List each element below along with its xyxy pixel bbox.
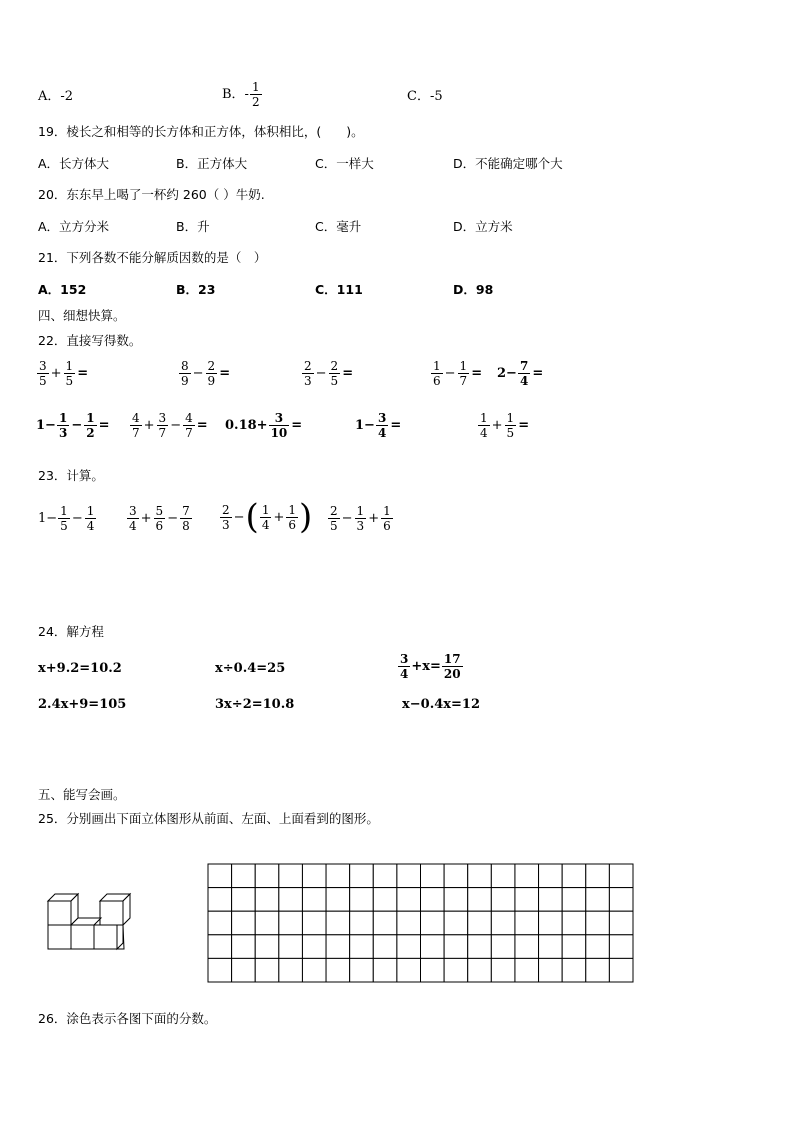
section-4-heading: 四、细想快算。	[38, 308, 126, 323]
fraction: $\frac{7}{4}$	[519, 359, 529, 388]
q19-option-a: A．长方体大	[38, 156, 110, 171]
grid-cell[interactable]	[491, 935, 515, 959]
grid-cell[interactable]	[208, 911, 232, 935]
grid-cell[interactable]	[491, 888, 515, 912]
fraction: $\frac{1}{5}$	[65, 359, 74, 388]
grid-cell[interactable]	[208, 935, 232, 959]
grid-cell[interactable]	[444, 935, 468, 959]
grid-cell[interactable]	[491, 864, 515, 888]
fraction: $\frac{1}{4}$	[261, 502, 270, 532]
q21-option-c: C．111	[315, 282, 363, 297]
grid-cell[interactable]	[609, 911, 633, 935]
q24-equation-1: x+9.2=10.2	[38, 661, 122, 676]
grid-cell[interactable]	[491, 911, 515, 935]
grid-cell[interactable]	[562, 911, 586, 935]
grid-cell[interactable]	[255, 958, 279, 982]
q24-stem: 24．解方程	[38, 624, 104, 639]
grid-cell[interactable]	[326, 911, 350, 935]
grid-cell[interactable]	[468, 958, 492, 982]
grid-cell[interactable]	[562, 888, 586, 912]
q23-expression-1: 1− $\frac{1}{5}$ − $\frac{1}{4}$	[38, 504, 95, 533]
grid-cell[interactable]	[515, 911, 539, 935]
grid-cell[interactable]	[232, 864, 256, 888]
q18-option-a: A．-2	[38, 89, 74, 104]
q23-expression-2: $\frac{3}{4}$ + $\frac{5}{6}$ − $\frac{7}{8}$	[129, 504, 190, 533]
grid-cell[interactable]	[255, 911, 279, 935]
q22-expression-4: $\frac{1}{6}$ − $\frac{1}{7}$ =	[433, 359, 483, 388]
grid-cell[interactable]	[609, 888, 633, 912]
fraction: $\frac{1}{2}$	[251, 80, 260, 109]
grid-cell[interactable]	[255, 888, 279, 912]
cube-solid-figure	[44, 880, 134, 955]
q20-option-c: C．毫升	[315, 219, 362, 234]
grid-cell[interactable]	[350, 958, 374, 982]
fraction: $\frac{1}{2}$	[86, 411, 95, 440]
q22-expression-5: 2− $\frac{7}{4}$ =	[497, 359, 544, 388]
grid-cell[interactable]	[539, 888, 563, 912]
fraction: $\frac{1}{3}$	[58, 411, 68, 440]
grid-cell[interactable]	[279, 911, 303, 935]
grid-cell[interactable]	[397, 888, 421, 912]
q21-stem: 21．下列各数不能分解质因数的是（ ）	[38, 250, 267, 265]
grid-cell[interactable]	[302, 864, 326, 888]
fraction: $\frac{1}{5}$	[60, 504, 68, 533]
q23-expression-4: $\frac{2}{5}$ − $\frac{1}{3}$ + $\frac{1}{6}$	[330, 504, 391, 533]
q23-stem: 23．计算。	[38, 468, 104, 483]
grid-cell[interactable]	[232, 888, 256, 912]
grid-cell[interactable]	[421, 911, 445, 935]
q22-expression-1: $\frac{3}{5}$ + $\frac{1}{5}$ =	[39, 359, 89, 388]
fraction: $\frac{1}{6}$	[383, 504, 391, 533]
fraction: $\frac{4}{7}$	[132, 411, 140, 440]
q22-expression-8: 0.18+ $\frac{3}{10}$ =	[225, 411, 303, 440]
q24-equation-4: 2.4x+9=105	[38, 697, 127, 712]
grid-cell[interactable]	[491, 958, 515, 982]
grid-cell[interactable]	[373, 864, 397, 888]
q24-equation-5: 3x÷2=10.8	[215, 697, 295, 712]
q22-expression-6: 1− $\frac{1}{3}$ − $\frac{1}{2}$ =	[36, 411, 110, 440]
q19-option-d: D．不能确定哪个大	[453, 156, 563, 171]
grid-cell[interactable]	[586, 864, 610, 888]
fraction: $\frac{2}{3}$	[222, 502, 230, 532]
grid-cell[interactable]	[397, 911, 421, 935]
grid-cell[interactable]	[468, 935, 492, 959]
grid-cell[interactable]	[586, 958, 610, 982]
grid-cell[interactable]	[609, 935, 633, 959]
grid-cell[interactable]	[208, 864, 232, 888]
grid-cell[interactable]	[350, 935, 374, 959]
q21-option-a: A．152	[38, 282, 87, 297]
q18-option-c: C．-5	[407, 89, 443, 104]
fraction: $\frac{3}{4}$	[377, 411, 387, 440]
grid-cell[interactable]	[515, 958, 539, 982]
grid-cell[interactable]	[515, 935, 539, 959]
q24-equation-2: x÷0.4=25	[215, 661, 286, 676]
q22-expression-7: $\frac{4}{7}$ + $\frac{3}{7}$ − $\frac{4}{7}$ =	[132, 411, 208, 440]
grid-cell[interactable]	[586, 935, 610, 959]
grid-cell[interactable]	[562, 958, 586, 982]
q20-stem: 20．东东早上喝了一杯约 260（ ）牛奶.	[38, 187, 265, 202]
fraction: $\frac{2}{5}$	[330, 359, 339, 388]
section-5-heading: 五、能写会画。	[38, 787, 126, 802]
grid-cell[interactable]	[444, 911, 468, 935]
grid-cell[interactable]	[421, 864, 445, 888]
fraction: $\frac{3}{7}$	[158, 411, 167, 440]
fraction: $\frac{1}{4}$	[86, 504, 95, 533]
fraction: $\frac{1}{5}$	[506, 411, 515, 440]
fraction: $\frac{1}{3}$	[356, 504, 365, 533]
grid-cell[interactable]	[539, 864, 563, 888]
grid-cell[interactable]	[562, 935, 586, 959]
q20-option-b: B．升	[176, 219, 210, 234]
grid-cell[interactable]	[279, 935, 303, 959]
grid-cell[interactable]	[444, 864, 468, 888]
q22-expression-2: $\frac{8}{9}$ − $\frac{2}{9}$ =	[181, 359, 231, 388]
q19-option-b: B．正方体大	[176, 156, 248, 171]
grid-cell[interactable]	[326, 935, 350, 959]
q22-stem: 22．直接写得数。	[38, 333, 142, 348]
grid-cell[interactable]	[302, 888, 326, 912]
grid-cell[interactable]	[468, 911, 492, 935]
grid-cell[interactable]	[208, 888, 232, 912]
grid-cell[interactable]	[232, 958, 256, 982]
fraction: $\frac{3}{4}$	[129, 504, 137, 533]
grid-cell[interactable]	[609, 958, 633, 982]
grid-cell[interactable]	[255, 935, 279, 959]
q23-expression-3: $\frac{2}{3}$ −( $\frac{1}{4}$ + $\frac{1}{6}$ )	[222, 497, 313, 537]
grid-cell[interactable]	[326, 958, 350, 982]
grid-cell[interactable]	[397, 958, 421, 982]
grid-cell[interactable]	[255, 864, 279, 888]
grid-cell[interactable]	[350, 864, 374, 888]
q18-option-b-prefix: B．-	[222, 87, 249, 102]
grid-cell[interactable]	[373, 911, 397, 935]
fraction: $\frac{2}{9}$	[207, 359, 216, 388]
q24-equation-3: $\frac{3}{4}$ +x= $\frac{17}{20}$	[400, 652, 461, 681]
q18-option-b	[222, 80, 263, 109]
q20-option-d: D．立方米	[453, 219, 513, 234]
grid-cell[interactable]	[397, 864, 421, 888]
grid-cell[interactable]	[539, 958, 563, 982]
grid-cell[interactable]	[586, 911, 610, 935]
q21-option-b: B．23	[176, 282, 216, 297]
grid-cell[interactable]	[350, 911, 374, 935]
grid-cell[interactable]	[232, 911, 256, 935]
fraction: $\frac{17}{20}$	[443, 652, 461, 681]
fraction: $\frac{1}{6}$	[433, 359, 441, 388]
fraction: $\frac{4}{7}$	[185, 411, 193, 440]
grid-cell[interactable]	[468, 864, 492, 888]
fraction: $\frac{1}{7}$	[459, 359, 468, 388]
grid-cell[interactable]	[421, 888, 445, 912]
grid-cell[interactable]	[302, 911, 326, 935]
grid-cell[interactable]	[444, 958, 468, 982]
q20-option-a: A．立方分米	[38, 219, 110, 234]
q25-stem: 25．分别画出下面立体图形从前面、左面、上面看到的图形。	[38, 811, 379, 826]
grid-cell[interactable]	[373, 958, 397, 982]
grid-cell[interactable]	[609, 864, 633, 888]
grid-cell[interactable]	[562, 864, 586, 888]
grid-cell[interactable]	[302, 958, 326, 982]
q24-equation-6: x−0.4x=12	[402, 697, 480, 712]
fraction: $\frac{3}{4}$	[400, 652, 409, 681]
grid-cell[interactable]	[326, 888, 350, 912]
grid-cell[interactable]	[326, 864, 350, 888]
q26-stem: 26．涂色表示各图下面的分数。	[38, 1011, 217, 1026]
q22-expression-10: $\frac{1}{4}$ + $\frac{1}{5}$ =	[480, 411, 530, 440]
fraction: $\frac{8}{9}$	[181, 359, 189, 388]
fraction: $\frac{3}{10}$	[270, 411, 288, 440]
fraction: $\frac{2}{5}$	[330, 504, 338, 533]
grid-cell[interactable]	[468, 888, 492, 912]
fraction: $\frac{1}{6}$	[288, 502, 296, 532]
grid-cell[interactable]	[373, 888, 397, 912]
grid-cell[interactable]	[279, 864, 303, 888]
grid-cell[interactable]	[350, 888, 374, 912]
drawing-grid[interactable]	[207, 863, 634, 983]
grid-cell[interactable]	[279, 888, 303, 912]
grid-cell[interactable]	[515, 864, 539, 888]
grid-cell[interactable]	[539, 935, 563, 959]
q19-stem: 19．棱长之和相等的长方体和正方体，体积相比，( )。	[38, 124, 364, 139]
grid-cell[interactable]	[279, 958, 303, 982]
grid-cell[interactable]	[515, 888, 539, 912]
grid-cell[interactable]	[397, 935, 421, 959]
fraction: $\frac{7}{8}$	[182, 504, 190, 533]
fraction: $\frac{1}{4}$	[480, 411, 488, 440]
fraction: $\frac{3}{5}$	[39, 359, 47, 388]
q21-option-d: D．98	[453, 282, 494, 297]
grid-cell[interactable]	[421, 958, 445, 982]
q22-expression-9: 1− $\frac{3}{4}$ =	[355, 411, 402, 440]
fraction: $\frac{2}{3}$	[304, 359, 312, 388]
q19-option-c: C．一样大	[315, 156, 374, 171]
grid-cell[interactable]	[444, 888, 468, 912]
grid-cell[interactable]	[208, 958, 232, 982]
grid-cell[interactable]	[421, 935, 445, 959]
grid-cell[interactable]	[232, 935, 256, 959]
grid-cell[interactable]	[586, 888, 610, 912]
grid-cell[interactable]	[373, 935, 397, 959]
grid-cell[interactable]	[302, 935, 326, 959]
q22-expression-3: $\frac{2}{3}$ − $\frac{2}{5}$ =	[304, 359, 354, 388]
grid-cell[interactable]	[539, 911, 563, 935]
fraction: $\frac{5}{6}$	[155, 504, 164, 533]
